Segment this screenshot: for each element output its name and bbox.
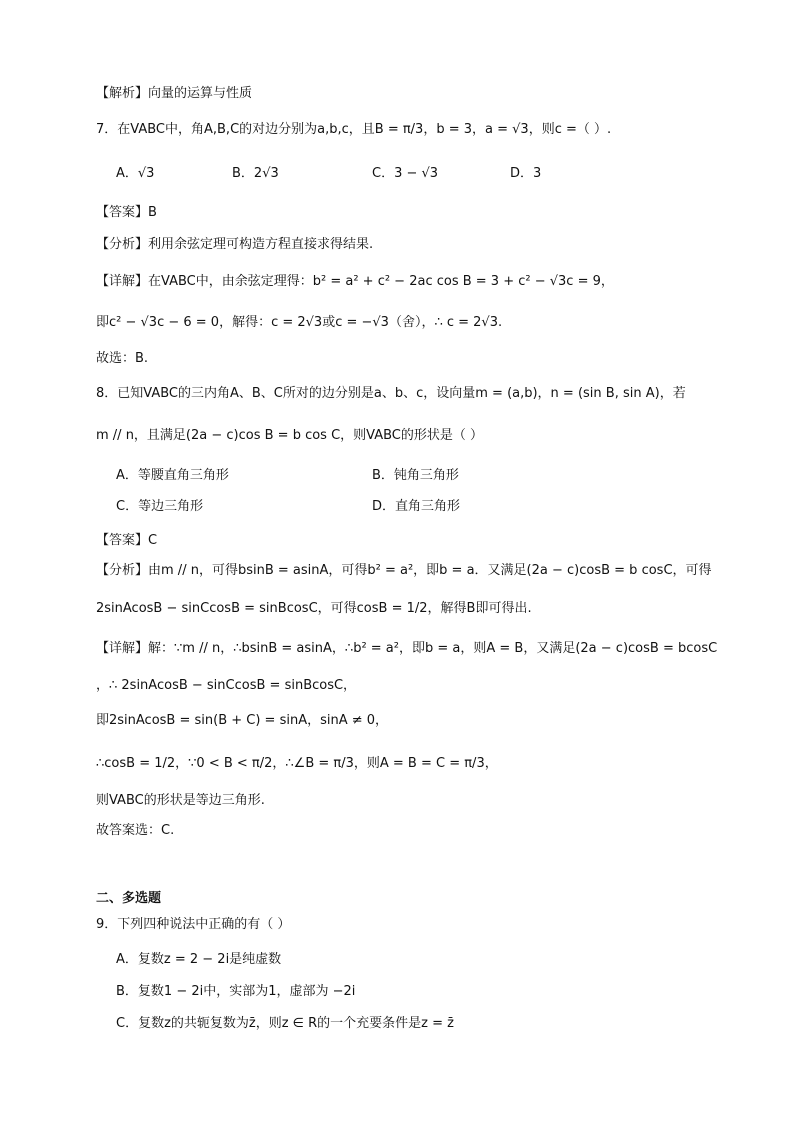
text-line-l23 (96, 915, 290, 935)
line-text: B．复数1 − 2i中，实部为1，虚部为 −2i (116, 984, 356, 999)
line-text: A．复数z = 2 − 2i是纯虚数 (116, 952, 282, 967)
text-line-l3d (510, 164, 541, 184)
section-tag: 【分析】 (96, 563, 149, 578)
line-text: D．3 (510, 166, 542, 181)
line-text: A．√3 (116, 166, 155, 181)
line-text: 2sinAcosB − sinCcosB = sinBcosC，可得cosB = 1/2，解得B即可得出. (96, 601, 532, 616)
line-text: C．等边三角形 (116, 499, 204, 514)
section-tag: 【答案】 (96, 533, 149, 548)
line-text: 二、多选题 (96, 891, 162, 906)
line-text: 即c² − √3c − 6 = 0，解得：c = 2√3或c = −√3（舍），∴ c = 2√3. (96, 315, 503, 330)
text-line-l5 (96, 235, 373, 255)
text-line-l9 (96, 384, 686, 404)
text-line-l26 (116, 1014, 454, 1034)
line-text: 7．在VABC中，角A,B,C的对边分别为a,b,c，且B = π/3，b = 3，a = √3，则c =（ ）. (96, 122, 612, 137)
text-line-l18 (96, 711, 388, 731)
text-line-l6 (96, 272, 614, 292)
text-line-l3a (116, 164, 154, 184)
line-text: 解：∵m // n，∴bsinB = asinA，∴b² = a²，即b = a，则A = B，又满足(2a − c)cosB = bcosC (148, 641, 718, 656)
text-line-l7 (96, 313, 502, 333)
text-line-l11a (116, 466, 229, 486)
line-text: C．复数z的共轭复数为z̄，则z ∈ R的一个充要条件是z = z̄ (116, 1016, 454, 1031)
section-tag: 【详解】 (96, 274, 149, 289)
line-text: 即2sinAcosB = sin(B + C) = sinA，sinA ≠ 0， (96, 713, 389, 728)
text-line-l15 (96, 599, 532, 619)
section-tag: 【答案】 (96, 205, 149, 220)
text-line-l16 (96, 639, 717, 659)
text-line-l10 (96, 426, 483, 446)
text-line-l12b (372, 497, 460, 517)
line-text: 8．已知VABC的三内角A、B、C所对的边分别是a、b、c，设向量m = (a,b)，n = (sin B, sin A)，若 (96, 386, 686, 401)
line-text: A．等腰直角三角形 (116, 468, 229, 483)
line-text: ∴cosB = 1/2，∵0 < B < π/2，∴∠B = π/3，则A = B = C = π/3， (96, 756, 498, 771)
line-text: D．直角三角形 (372, 499, 461, 514)
line-text: 故选：B. (96, 351, 149, 366)
text-line-l25 (116, 982, 355, 1002)
section-tag: 【详解】 (96, 641, 149, 656)
text-line-l24 (116, 950, 281, 970)
line-text: C (148, 533, 158, 548)
line-text: B．钝角三角形 (372, 468, 459, 483)
text-line-l8 (96, 349, 148, 369)
line-text: B．2√3 (232, 166, 279, 181)
line-text: 利用余弦定理可构造方程直接求得结果. (148, 237, 374, 252)
text-line-l11b (372, 466, 459, 486)
text-line-l13 (96, 531, 157, 551)
text-line-l21 (96, 821, 174, 841)
line-text: C．3 − √3 (372, 166, 439, 181)
text-line-l22 (96, 889, 161, 909)
text-line-l2 (96, 120, 611, 140)
text-line-l4 (96, 203, 157, 223)
section-tag: 【分析】 (96, 237, 149, 252)
line-text: 向量的运算与性质 (148, 86, 253, 101)
line-text: 则VABC的形状是等边三角形. (96, 793, 265, 808)
text-line-l1 (96, 84, 252, 104)
section-tag: 【解析】 (96, 86, 149, 101)
line-text: B (148, 205, 157, 220)
text-line-l17 (96, 676, 356, 696)
text-line-l3b (232, 164, 279, 184)
line-text: m // n，且满足(2a − c)cos B = b cos C，则VABC的形状是（ ） (96, 428, 484, 443)
line-text: 9．下列四种说法中正确的有（ ） (96, 917, 291, 932)
text-line-l20 (96, 791, 265, 811)
text-line-l19 (96, 754, 498, 774)
line-text: 在VABC中，由余弦定理得：b² = a² + c² − 2ac cos B = 3 + c² − √3c = 9， (148, 274, 614, 289)
text-line-l3c (372, 164, 438, 184)
line-text: 故答案选：C. (96, 823, 175, 838)
text-line-l12a (116, 497, 203, 517)
text-line-l14 (96, 561, 712, 581)
line-text: ，∴ 2sinAcosB − sinCcosB = sinBcosC， (96, 678, 357, 693)
line-text: 由m // n，可得bsinB = asinA，可得b² = a²，即b = a．又满足(2a − c)cosB = b cosC，可得 (148, 563, 712, 578)
